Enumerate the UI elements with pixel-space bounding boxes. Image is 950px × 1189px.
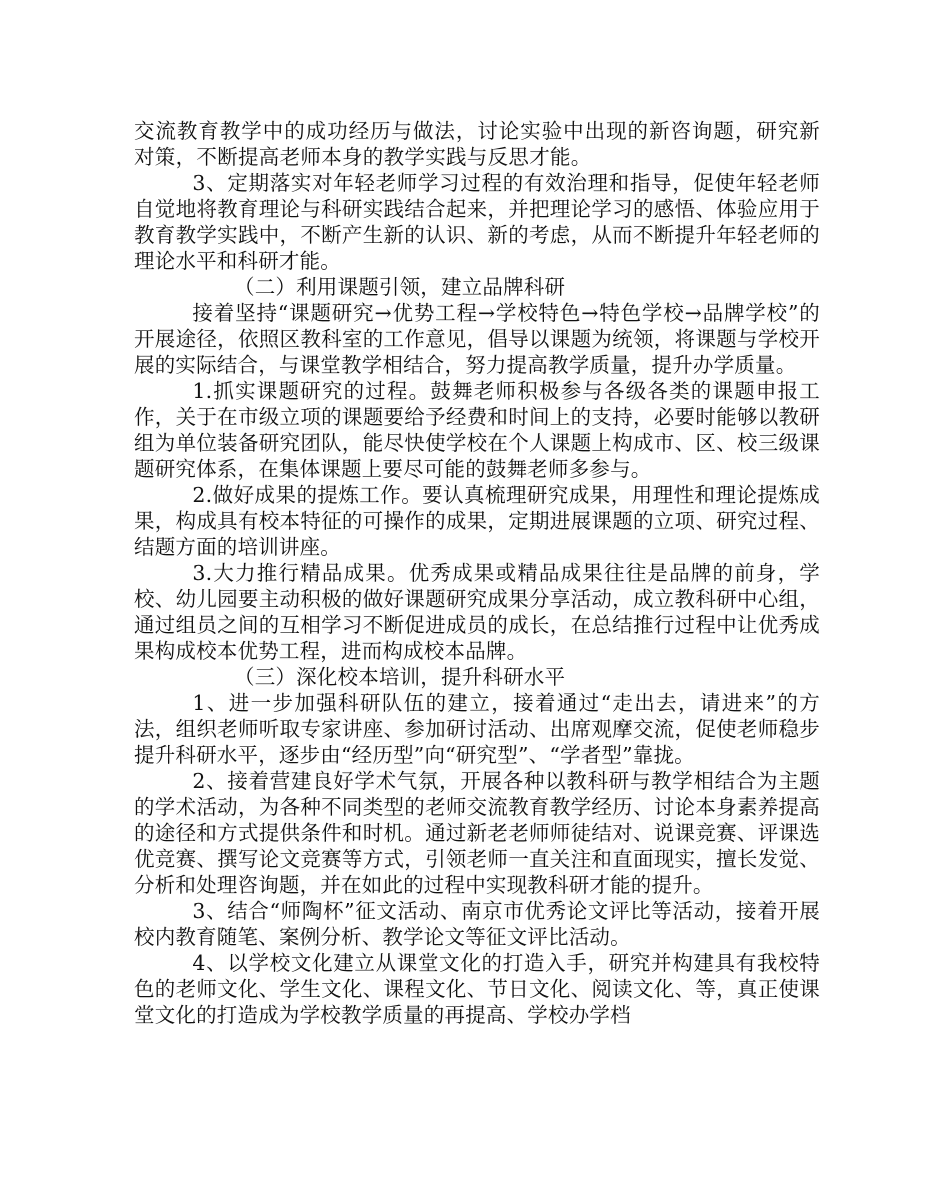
paragraph-training-2: 2、接着营建良好学术气氛，开展各种以教科研与教学相结合为主题的学术活动，为各种不同类型的老师交流教育教学经历、讨论本身素养提高的途径和方式提供条件和时机。通过新老老师师徒结对、说课竞赛、评课选优竞赛、撰写论文竞赛等方式，引领老师一直关注和直面现实，擅长发觉、分析和处理咨询题，并在如此的过程中实现教科研才能的提升。 [134, 769, 820, 897]
paragraph-item-1: 1.抓实课题研究的过程。鼓舞老师积极参与各级各类的课题申报工作，关于在市级立项的课题要给予经费和时间上的支持，必要时能够以教研组为单位装备研究团队，能尽快使学校在个人课题上构成市、区、校三级课题研究体系，在集体课题上要尽可能的鼓舞老师多参与。 [134, 379, 820, 481]
paragraph-item-3: 3.大力推行精品成果。优秀成果或精品成果往往是品牌的前身，学校、幼儿园要主动积极的做好课题研究成果分享活动，成立教科研中心组，通过组员之间的互相学习不断促进成员的成长，在总结推行过程中让优秀成果构成校本优势工程，进而构成校本品牌。 [134, 561, 820, 663]
paragraph-training-1: 1、进一步加强科研队伍的建立，接着通过“走出去，请进来”的方法，组织老师听取专家讲座、参加研讨活动、出席观摩交流，促使老师稳步提升科研水平，逐步由“经历型”向“研究型”、“学者型”靠拢。 [134, 691, 820, 767]
paragraph-continuation: 交流教育教学中的成功经历与做法，讨论实验中出现的新咨询题，研究新对策，不断提高老师本身的教学实践与反思才能。 [134, 119, 820, 169]
paragraph-brand-research: 接着坚持“课题研究→优势工程→学校特色→特色学校→品牌学校”的开展途径，依照区教科室的工作意见，倡导以课题为统领，将课题与学校开展的实际结合，与课堂教学相结合，努力提高教学质量，提升办学质量。 [134, 301, 820, 377]
document-page [134, 118, 820, 1028]
section-heading-3: （三）深化校本培训，提升科研水平 [234, 665, 566, 689]
paragraph-training-4: 4、以学校文化建立从课堂文化的打造入手，研究并构建具有我校特色的老师文化、学生文化、课程文化、节日文化、阅读文化、等，真正使课堂文化的打造成为学校教学质量的再提高、学校办学档 [134, 951, 820, 1027]
paragraph-young-teachers: 3、定期落实对年轻老师学习过程的有效治理和指导，促使年轻老师自觉地将教育理论与科研实践结合起来，并把理论学习的感悟、体验应用于教育教学实践中，不断产生新的认识、新的考虑，从而不断提升年轻老师的理论水平和科研才能。 [134, 171, 820, 273]
paragraph-training-3: 3、结合“师陶杯”征文活动、南京市优秀论文评比等活动，接着开展校内教育随笔、案例分析、教学论文等征文评比活动。 [134, 899, 820, 949]
section-heading-2: （二）利用课题引领，建立品牌科研 [234, 275, 566, 299]
paragraph-item-2: 2.做好成果的提炼工作。要认真梳理研究成果，用理性和理论提炼成果，构成具有校本特征的可操作的成果，定期进展课题的立项、研究过程、结题方面的培训讲座。 [134, 483, 820, 559]
